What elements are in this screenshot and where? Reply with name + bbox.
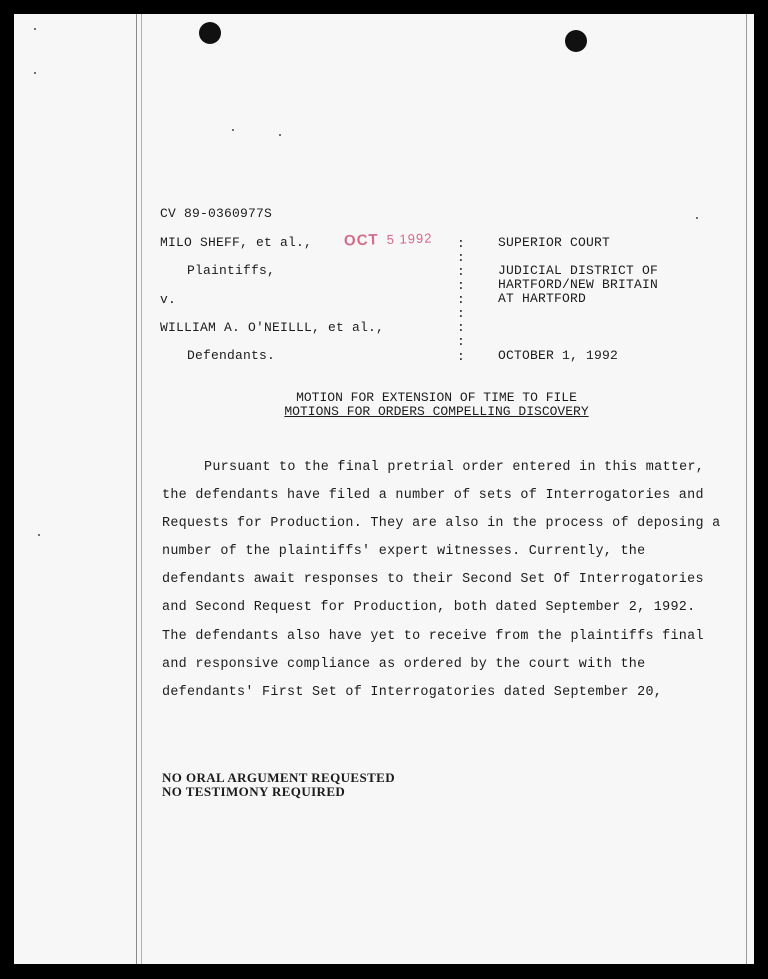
body-paragraph: Pursuant to the final pretrial order entered in this matter, the defendants have filed a number of sets of Interrogatories and Requests for Production. They are also in the process of deposing a number of the plaintiffs' expert witnesses. Currently, the defendants await responses to their Second Set Of Interrogatories and Second Request for Production, both dated September 2, 1992. The defendants also have yet to receive from the plaintiffs final and responsive compliance as ordered by the court with the defendants' First Set of Interrogatories dated September 20, bbox=[162, 460, 721, 700]
case-number: CV 89-0360977S bbox=[160, 206, 273, 221]
margin-line bbox=[141, 14, 142, 964]
caption-colon: : bbox=[457, 306, 466, 321]
caption-colon: : bbox=[457, 292, 466, 307]
margin-line bbox=[136, 14, 137, 964]
plaintiff-role: Plaintiffs, bbox=[187, 263, 276, 278]
scan-speck bbox=[34, 28, 36, 30]
caption-colon: : bbox=[457, 334, 466, 349]
received-stamp: OCT 5 1992 bbox=[343, 230, 433, 250]
district-line: JUDICIAL DISTRICT OF bbox=[498, 263, 659, 278]
punch-hole bbox=[565, 30, 587, 52]
caption-colon: : bbox=[457, 264, 466, 279]
district-line: HARTFORD/NEW BRITAIN bbox=[498, 277, 659, 292]
filing-date: OCTOBER 1, 1992 bbox=[498, 348, 619, 363]
caption-colon: : bbox=[457, 250, 466, 265]
district-line: AT HARTFORD bbox=[498, 291, 587, 306]
footer-note: NO ORAL ARGUMENT REQUESTED bbox=[162, 770, 396, 785]
versus: v. bbox=[160, 292, 177, 307]
defendant-role: Defendants. bbox=[187, 348, 276, 363]
margin-line bbox=[746, 14, 747, 964]
scan-speck bbox=[696, 217, 698, 219]
plaintiff-name: MILO SHEFF, et al., bbox=[160, 235, 313, 250]
punch-hole bbox=[199, 22, 221, 44]
scan-speck bbox=[38, 534, 40, 536]
caption-colon: : bbox=[457, 320, 466, 335]
motion-title-line2: MOTIONS FOR ORDERS COMPELLING DISCOVERY bbox=[284, 404, 589, 419]
scan-speck bbox=[34, 72, 36, 74]
scan-speck bbox=[232, 129, 234, 131]
caption-colon: : bbox=[457, 236, 466, 251]
scan-speck bbox=[279, 134, 281, 136]
footer-note: NO TESTIMONY REQUIRED bbox=[162, 784, 346, 799]
caption-colon: : bbox=[457, 349, 466, 364]
caption-colon: : bbox=[457, 278, 466, 293]
court-name: SUPERIOR COURT bbox=[498, 235, 611, 250]
motion-title-line1: MOTION FOR EXTENSION OF TIME TO FILE bbox=[296, 390, 577, 405]
document-page bbox=[14, 14, 754, 964]
defendant-name: WILLIAM A. O'NEILLL, et al., bbox=[160, 320, 385, 335]
